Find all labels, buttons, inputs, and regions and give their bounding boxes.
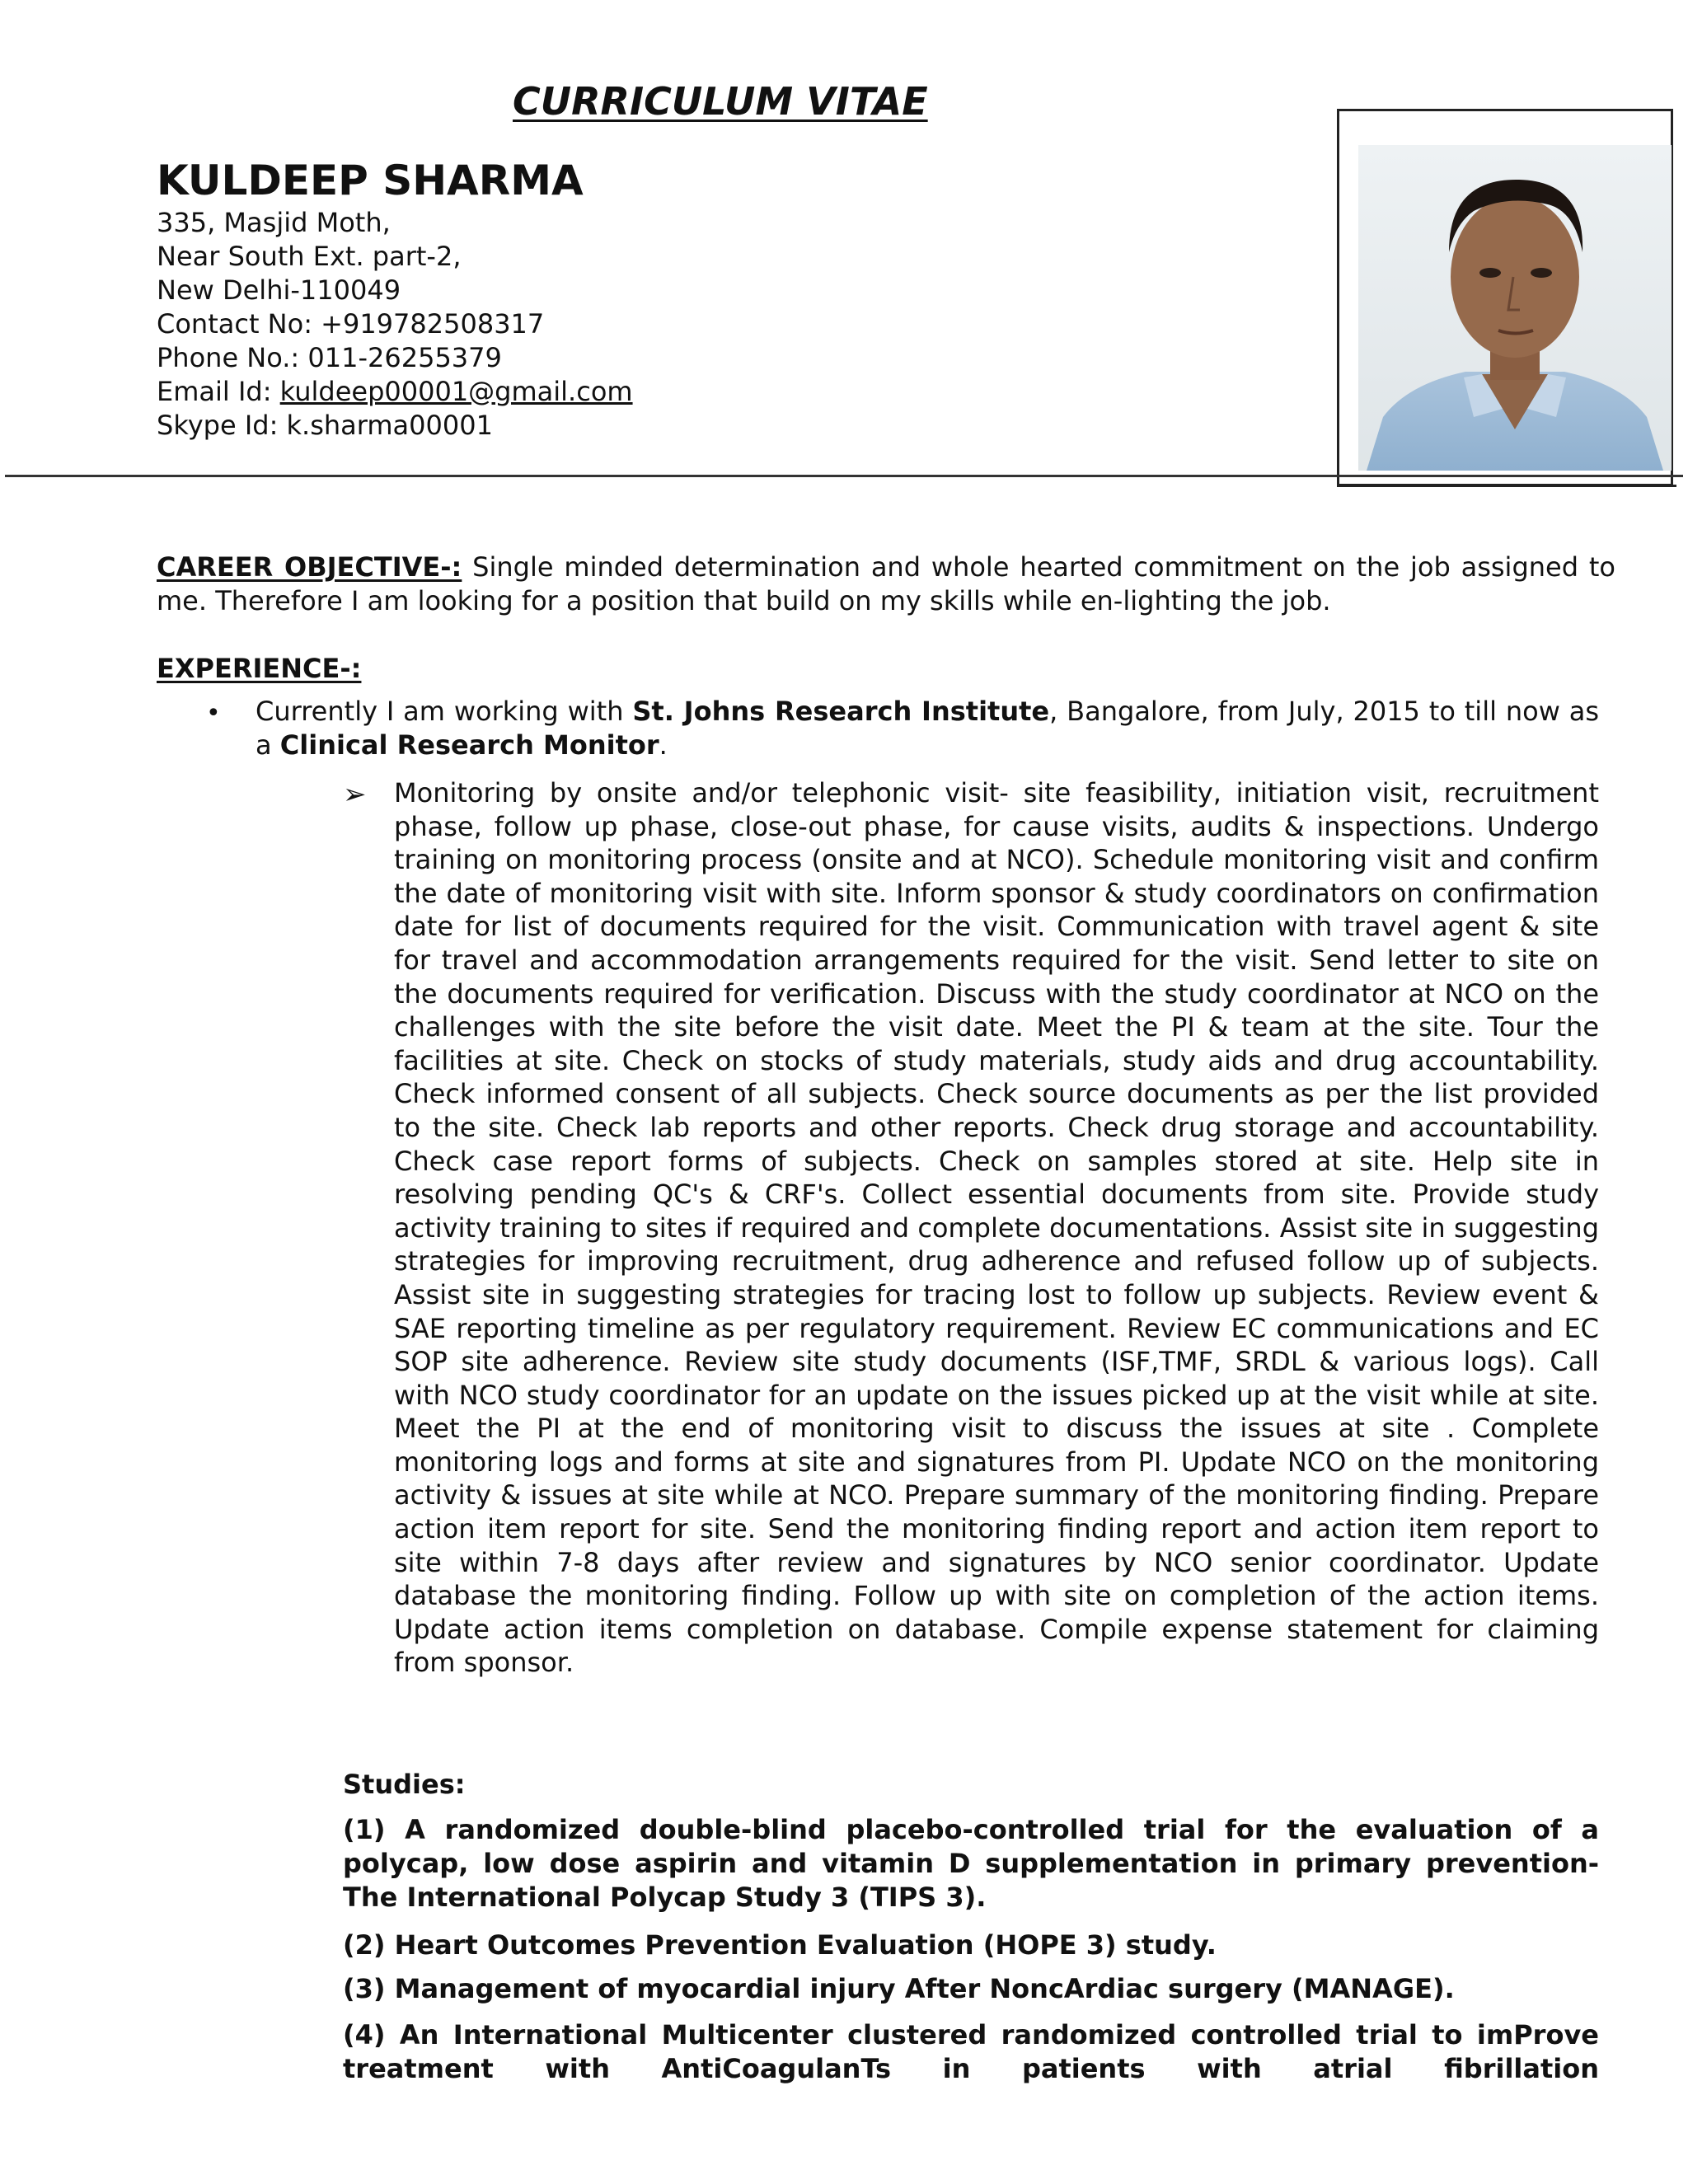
career-objective-label: CAREER OBJECTIVE-:: [157, 551, 462, 583]
profile-photo-image: [1358, 145, 1672, 471]
document-title: CURRICULUM VITAE: [513, 79, 928, 124]
experience-intro: Currently I am working with: [256, 696, 633, 727]
study-item: (3) Management of myocardial injury After NoncArdiac surgery (MANAGE).: [343, 1973, 1455, 2004]
email-link[interactable]: kuldeep00001@gmail.com: [279, 376, 633, 407]
study-item: (4) An International Multicenter clustered randomized controlled trial to imProve treatment with AntiCoagulanTs in patients with atrial fibrillation: [343, 2019, 1599, 2084]
photo-frame-bottom-line: [1337, 485, 1676, 487]
career-objective-text: Single minded determination and whole hearted commitment on the job assigned to me. Therefore I am looking for a position that build on my skills while en-lighting the job.: [157, 551, 1616, 616]
contact-block: [157, 206, 633, 443]
experience-heading: EXPERIENCE-:: [157, 653, 362, 684]
profile-photo: [1358, 145, 1672, 471]
experience-end: .: [659, 729, 668, 761]
experience-details: , Bangalore, from July, 2015 to till now as a: [256, 696, 1599, 761]
address-line-2: Near South Ext. part-2,: [157, 241, 462, 272]
address-line-1: 335, Masjid Moth,: [157, 207, 391, 238]
skype-id: Skype Id: k.sharma00001: [157, 410, 493, 441]
study-item: (1) A randomized double-blind placebo-controlled trial for the evaluation of a polycap, low dose aspirin and vitamin D supplementation in primary prevention- The International Polycap Study 3 (TIPS 3).: [343, 1814, 1599, 1913]
studies-heading: Studies:: [343, 1769, 466, 1800]
candidate-name: KULDEEP SHARMA: [157, 157, 584, 204]
address-line-3: New Delhi-110049: [157, 274, 401, 306]
experience-item: [256, 695, 1599, 762]
header-divider: [5, 475, 1683, 477]
bullet-icon: •: [206, 699, 221, 728]
phone-number: Phone No.: 011-26255379: [157, 342, 502, 373]
career-objective: [157, 551, 1615, 618]
contact-number: Contact No: +919782508317: [157, 308, 545, 340]
email-row: [157, 375, 633, 409]
employer-name: St. Johns Research Institute: [632, 696, 1050, 727]
email-label: Email Id:: [157, 376, 280, 407]
study-item: (2) Heart Outcomes Prevention Evaluation (HOPE 3) study.: [343, 1929, 1217, 1961]
monitoring-duties: Monitoring by onsite and/or telephonic visit- site feasibility, initiation visit, recruitment phase, follow up phase, close-out phase, for cause visits, audits & inspections. Undergo training on monitoring process (onsite and at NCO). Schedule monitoring visit and confirm the date of monitoring visit with site. Inform sponsor & study coordinators on confirmation date for list of documents required for the visit. Communication with travel agent & site for travel and accommodation arrangements required for the visit. Send letter to site on the documents required for verification. Discuss with the study coordinator at NCO on the challenges with the site before the visit date. Meet the PI & team at the site. Tour the facilities at site. Check on stocks of study materials, study aids and drug accountability. Check informed consent of all subjects. Check source documents as per the list provided to the site. Check lab reports and other reports. Check drug storage and accountability. Check case report forms of subjects. Check on samples stored at site. Help site in resolving pending QC's & CRF's. Collect essential documents from site. Provide study activity training to sites if required and complete documentations. Assist site in suggesting strategies for improving recruitment, drug adherence and refused follow up of subjects. Assist site in suggesting strategies for tracing lost to follow up subjects. Review event & SAE reporting timeline as per regulatory requirement. Review EC communications and EC SOP site adherence. Review site study documents (ISF,TMF, SRDL & various logs). Call with NCO study coordinator for an update on the issues picked up at the visit while at site. Meet the PI at the end of monitoring visit to discuss the issues at site . Complete monitoring logs and forms at site and signatures from PI. Update NCO on the monitoring activity & issues at site while at NCO. Prepare summary of the monitoring finding. Prepare action item report for site. Send the monitoring finding report and action item report to site within 7-8 days after review and signatures by NCO senior coordinator. Update database the monitoring finding. Follow up with site on completion of the action items. Update action items completion on database. Compile expense statement for claiming from sponsor.: [394, 777, 1599, 1679]
arrow-bullet-icon: ➢: [343, 778, 367, 811]
job-role: Clinical Research Monitor: [279, 729, 659, 761]
